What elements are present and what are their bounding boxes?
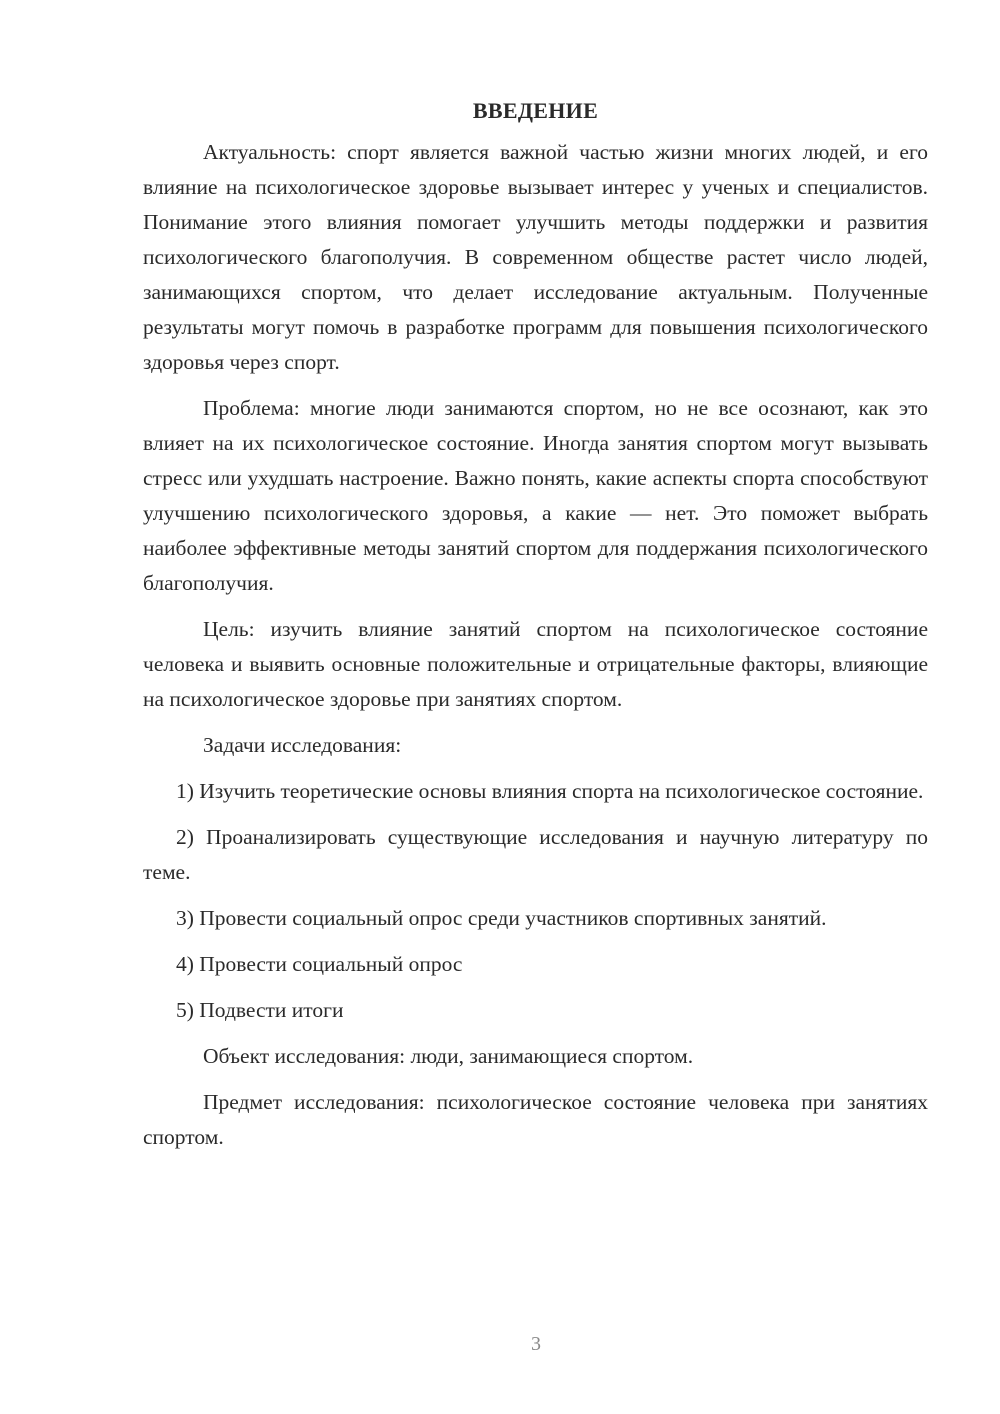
list-item: 3) Провести социальный опрос среди участников спортивных занятий. <box>176 906 827 930</box>
problem-paragraph: Проблема: многие люди занимаются спортом, но не все осознают, как это влияет на их психологическое состояние. Иногда занятия спортом могут вызывать стресс или ухудшать настроение. Важно понять, какие аспекты спорта способствуют улучшению психологического здоровья, а какие — нет. Это поможет выбрать наиболее эффективные методы занятий спортом для поддержания психологического благополучия. <box>143 396 928 595</box>
tasks-list <box>143 774 928 1028</box>
subject-paragraph: Предмет исследования: психологическое состояние человека при занятиях спортом. <box>143 1090 928 1149</box>
object-paragraph: Объект исследования: люди, занимающиеся спортом. <box>203 1044 694 1068</box>
page-number: 3 <box>531 1333 541 1355</box>
page-content <box>143 96 928 1166</box>
list-item: 5) Подвести итоги <box>176 998 344 1022</box>
list-item: 2) Проанализировать существующие исследования и научную литературу по теме. <box>143 825 928 884</box>
list-item: 4) Провести социальный опрос <box>176 952 463 976</box>
relevance-paragraph: Актуальность: спорт является важной частью жизни многих людей, и его влияние на психологическое здоровье вызывает интерес у ученых и специалистов. Понимание этого влияния помогает улучшить методы поддержки и развития психологического благополучия. В современном обществе растет число людей, занимающихся спортом, что делает исследование актуальным. Полученные результаты могут помочь в разработке программ для повышения психологического здоровья через спорт. <box>143 140 928 374</box>
list-item: 1) Изучить теоретические основы влияния спорта на психологическое состояние. <box>176 779 924 803</box>
goal-paragraph: Цель: изучить влияние занятий спортом на психологическое состояние человека и выявить основные положительные и отрицательные факторы, влияющие на психологическое здоровье при занятиях спортом. <box>143 617 928 711</box>
page-title: ВВЕДЕНИЕ <box>472 98 599 123</box>
tasks-heading: Задачи исследования: <box>203 733 402 757</box>
